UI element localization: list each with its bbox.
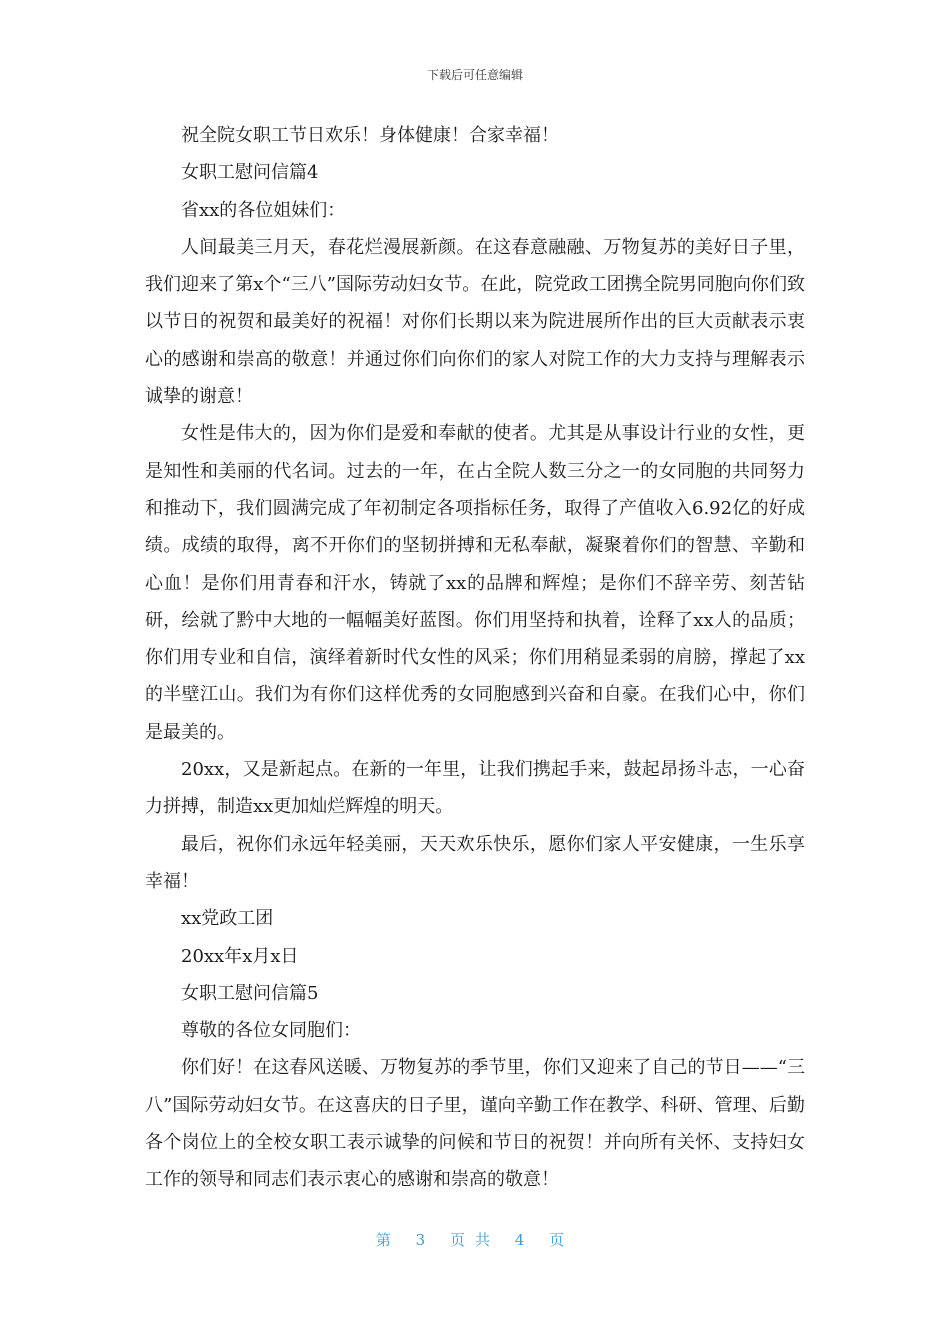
signature-date: 20xx年x月x日: [181, 945, 299, 967]
salutation-5: 尊敬的各位女同胞们：: [181, 1020, 361, 1042]
paragraph-greeting: 祝全院女职工节日欢乐！身体健康！合家幸福！: [181, 125, 559, 146]
section-title-4: 女职工慰问信篇4: [181, 162, 319, 184]
paragraph: 女性是伟大的，因为你们是爱和奉献的使者。尤其是从事设计行业的女性，更是知性和美丽的代名词。过去的一年，在占全院人数三分之一的女同胞的共同努力和推动下，我们圆满完成了年初制定各项指标任务，取得了产值收入6.92亿的好成绩。成绩的取得，离不开你们的坚韧拼搏和无私奉献，凝聚着你们的智慧、辛勤和心血！是你们用青春和汗水，铸就了xx的品牌和辉煌；是你们不辞辛劳、刻苦钻研，绘就了黔中大地的一幅幅美好蓝图。你们用坚持和执着，诠释了xx人的品质；你们用专业和自信，演绎着新时代女性的风采；你们用稍显柔弱的肩膀，撑起了xx的半壁江山。我们为有你们这样优秀的女同胞感到兴奋和自豪。在我们心中，你们是最美的。: [145, 423, 805, 743]
paragraph: 20xx，又是新起点。在新的一年里，让我们携起手来，鼓起昂扬斗志，一心奋力拼搏，制造xx更加灿烂辉煌的明天。: [145, 759, 805, 818]
section-title-5: 女职工慰问信篇5: [181, 982, 319, 1004]
page-header: 下载后可任意编辑: [426, 68, 523, 82]
page-number-footer: 第 3 页共 4 页: [375, 1231, 575, 1249]
paragraph: 最后，祝你们永远年轻美丽，天天欢乐快乐，愿你们家人平安健康，一生乐享幸福！: [145, 833, 805, 892]
signature-org: xx党政工团: [181, 908, 274, 930]
salutation-4: 省xx的各位姐妹们：: [181, 199, 346, 221]
paragraph: 你们好！在这春风送暖、万物复苏的季节里，你们又迎来了自己的节日——“三八”国际劳动妇女节。在这喜庆的日子里，谨向辛勤工作在教学、科研、管理、后勤各个岗位上的全校女职工表示诚挚的问候和节日的祝贺！并向所有关怀、支持妇女工作的领导和同志们表示衷心的感谢和崇高的敬意！: [145, 1057, 805, 1191]
document-body: [145, 117, 805, 1199]
paragraph: 人间最美三月天，春花烂漫展新颜。在这春意融融、万物复苏的美好日子里，我们迎来了第x个“三八”国际劳动妇女节。在此，院党政工团携全院男同胞向你们致以节日的祝贺和最美好的祝福！对你们长期以来为院进展所作出的巨大贡献表示衷心的感谢和崇高的敬意！并通过你们向你们的家人对院工作的大力支持与理解表示诚挚的谢意！: [145, 236, 805, 408]
